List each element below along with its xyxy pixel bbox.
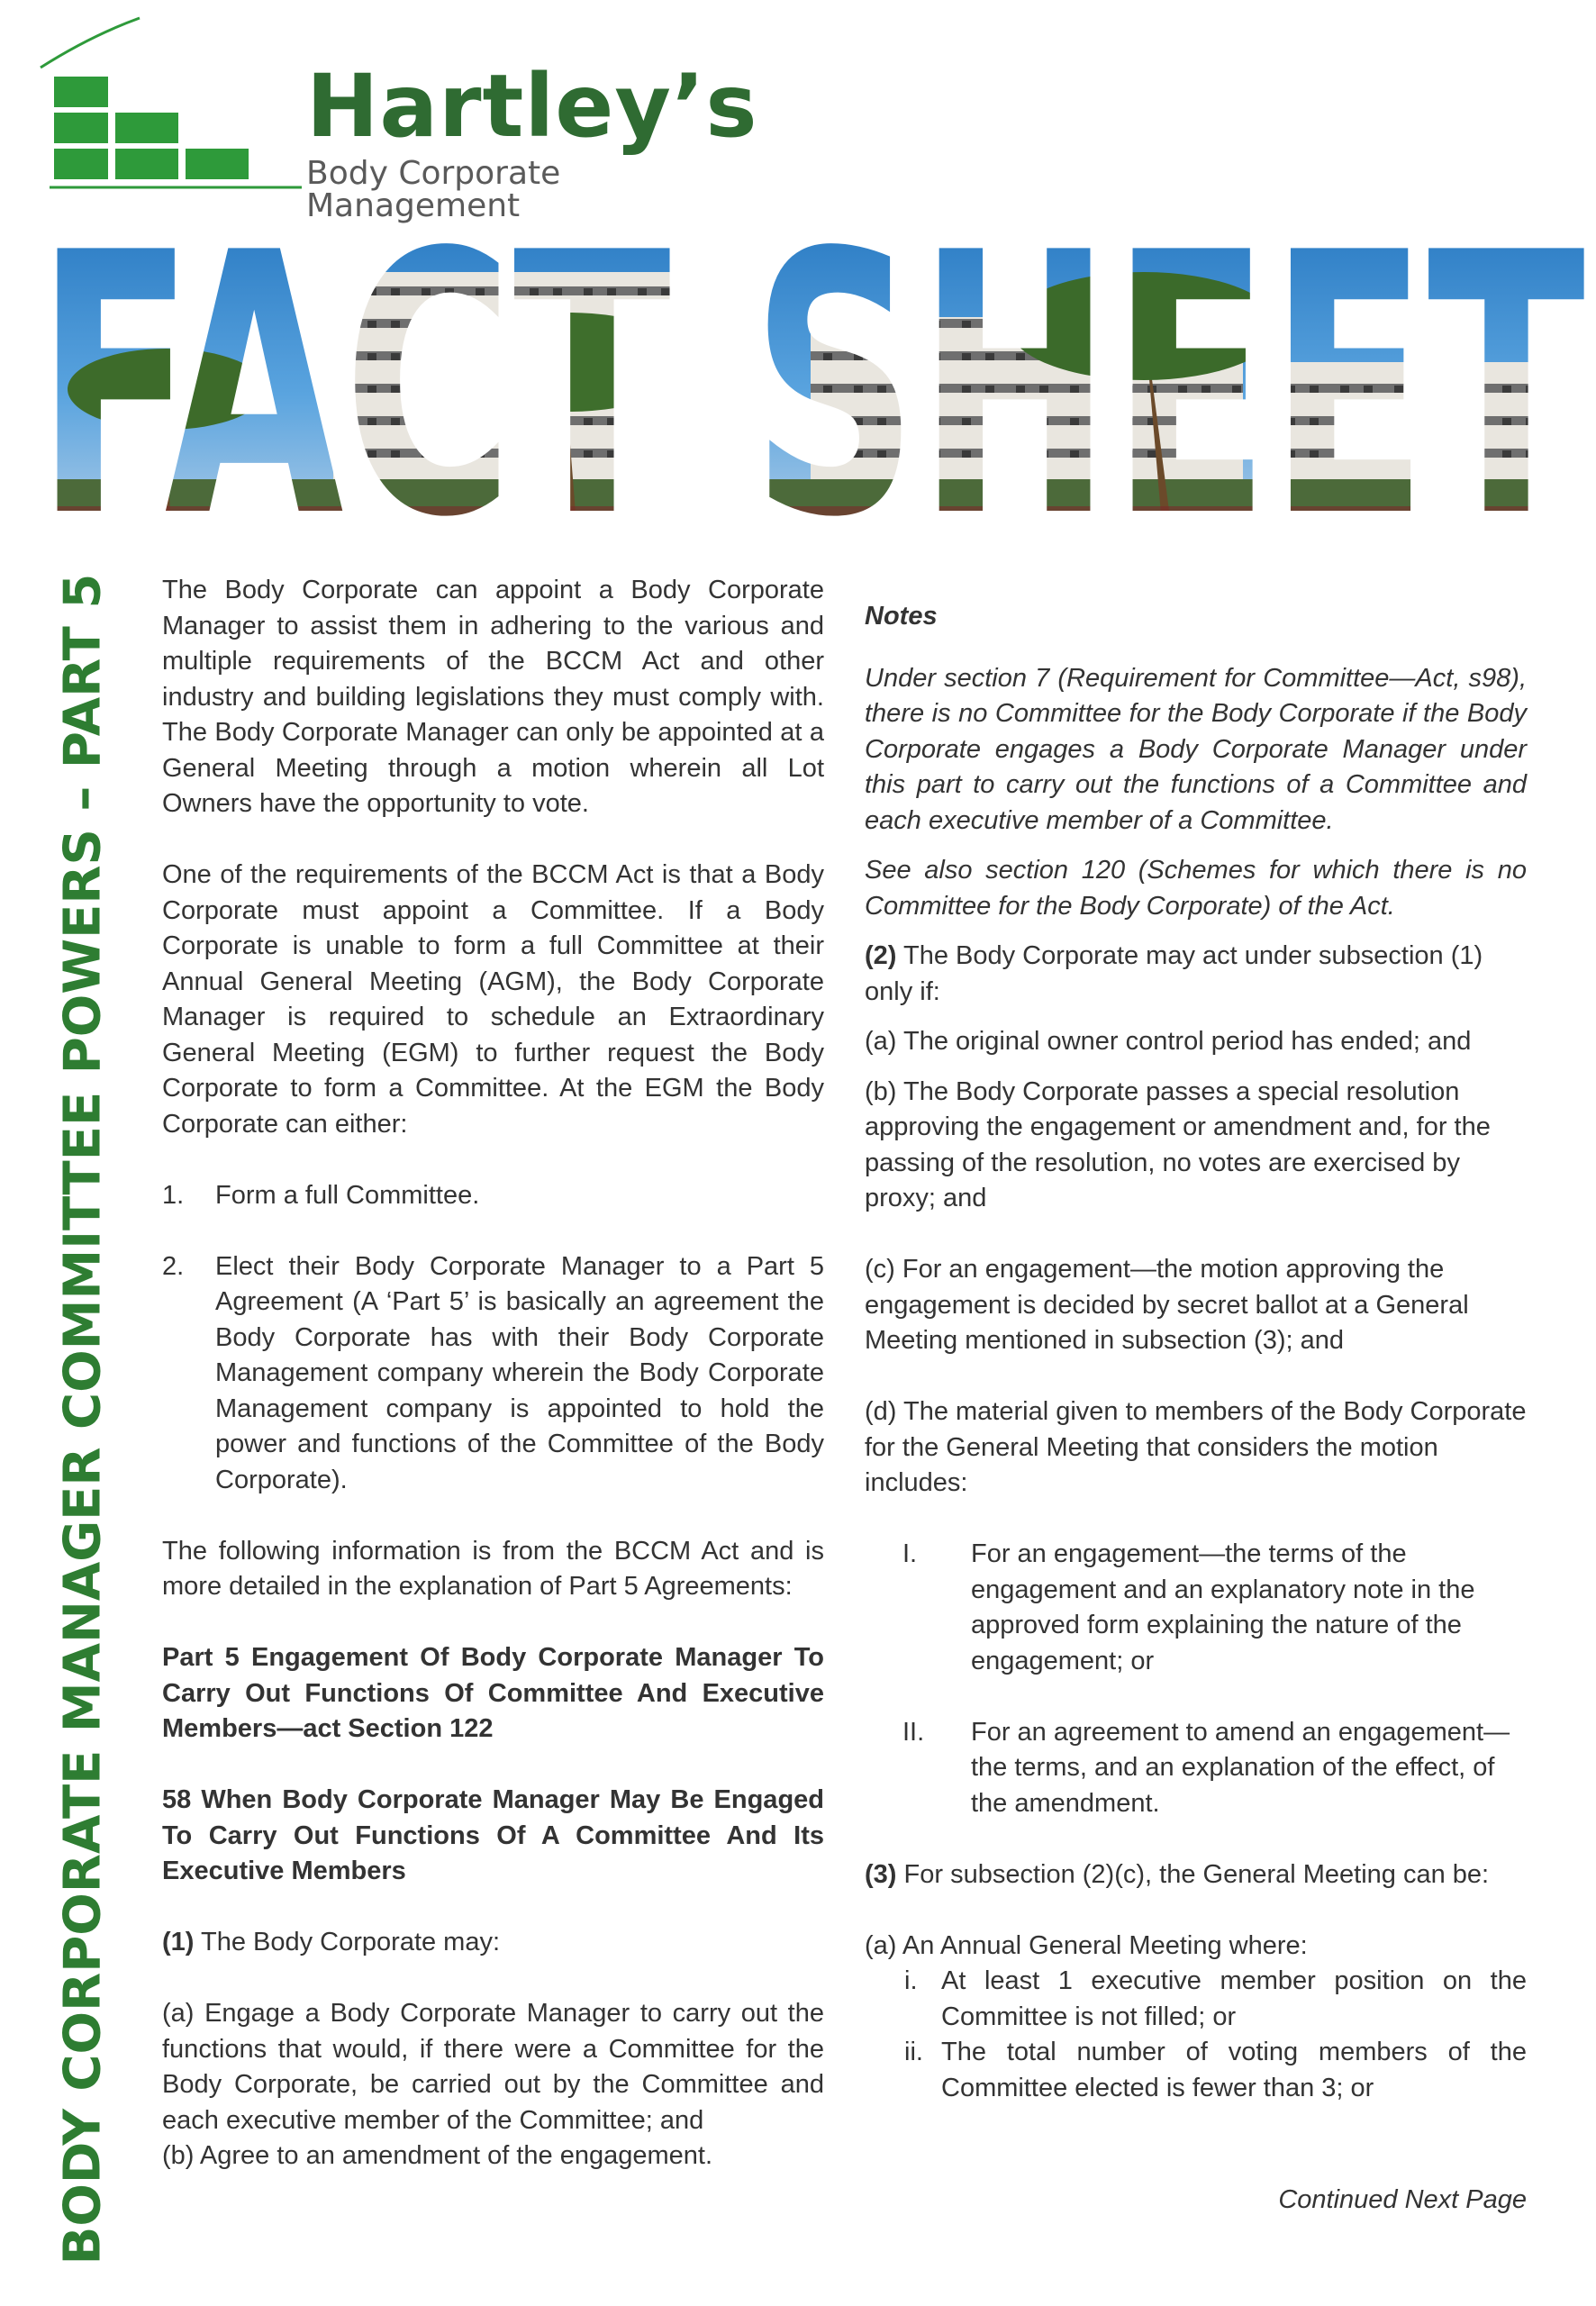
intro-paragraph: The Body Corporate can appoint a Body Corporate Manager to assist them in adhering to the various and multiple requirements of the BCCM Act and other industry and building legislations they must comply with. The Body Corporate Manager can only be appointed at a General Meeting through a motion wherein all Lot Owners have the opportunity to vote. [162,576,824,818]
subsection-2 [865,939,1527,1010]
subsection-1a: (a) Engage a Body Corporate Manager to carry out the functions that would, if there were a Committee for the Body Corporate, be carried out by the Committee and each executive member of the Committee; and [162,1999,824,2135]
subsection-text: For subsection (2)(c), the General Meeting can be: [896,1859,1490,1889]
list-number: II. [902,1717,925,1747]
list-item [865,1715,1527,1822]
sidebar-title: BODY CORPORATE MANAGER COMMITTEE POWERS – PART 5 [53,573,113,2265]
section-heading: 58 When Body Corporate Manager May Be Engaged To Carry Out Functions Of A Committee And Its Executive Members [162,1785,824,1885]
list-number: I. [902,1539,918,1568]
list-item [865,2035,1527,2106]
continued-note: Continued Next Page [1278,2185,1527,2214]
subsection-2b: (b) The Body Corporate passes a special resolution approving the engagement or amendment and, for the passing of the resolution, no votes are exercised by proxy; and [865,1076,1491,1212]
subsection-number: (3) [865,1859,897,1889]
brand-tagline: Body Corporate Management [306,155,561,224]
subsection-3 [865,1857,1527,1893]
notes-paragraph: Under section 7 (Requirement for Committee—Act, s98), there is no Committee for the Body Corporate if the Body Corporate engages a Body Corporate Manager under this part to carry out the functions of a Committee and each executive member of a Committee. [865,663,1527,835]
subsection-number: (1) [162,1928,195,1956]
fact-sheet-banner [36,236,1585,524]
list-item [865,1964,1527,2035]
list-text: For an engagement—the terms of the engagement and an explanatory note in the approved form explaining the nature of the engagement; or [971,1539,1475,1675]
subsection-3a: (a) An Annual General Meeting where: [865,1930,1308,1960]
subsection-2a: (a) The original owner control period has ended; and [865,1027,1472,1056]
logo-mark-icon [36,14,306,194]
list-number: ii. [904,2038,923,2066]
right-column [865,573,1527,2106]
brand-name: Hartley’s [306,56,758,157]
left-column [162,573,824,2174]
subsection-1b: (b) Agree to an amendment of the engagement. [162,2141,713,2170]
notes-title: Notes [865,602,938,631]
subsection-text: The Body Corporate may: [194,1928,501,1956]
list-number: 1. [162,1180,185,1210]
subsection-2d: (d) The material given to members of the Body Corporate for the General Meeting that considers the motion includes: [865,1397,1527,1497]
list-text: Elect their Body Corporate Manager to a Part 5 Agreement (A ‘Part 5’ is basically an agreement the Body Corporate has with their Body Corporate Management company wherein the Body Corporate Management company is appointed to hold the power and functions of the Committee of the Body Corporate). [215,1251,824,1494]
subsection-2c: (c) For an engagement—the motion approving the engagement is decided by secret ballot at a General Meeting mentioned in subsection (3); and [865,1255,1469,1355]
requirements-paragraph: One of the requirements of the BCCM Act is that a Body Corporate must appoint a Committee. If a Body Corporate is unable to form a full Committee at their Annual General Meeting (AGM), the Body Corporate Manager is required to schedule an Extraordinary General Meeting (EGM) to further request the Body Corporate to form a Committee. At the EGM the Body Corporate can either: [162,860,824,1139]
sidebar-title-container [43,572,122,2265]
list-text: At least 1 executive member position on the Committee is not filled; or [941,1966,1527,2031]
company-logo [36,14,758,224]
list-item [865,1537,1527,1679]
list-text: The total number of voting members of the Committee elected is fewer than 3; or [941,2038,1527,2102]
subsection-number: (2) [865,941,897,970]
section-heading: Part 5 Engagement Of Body Corporate Manager To Carry Out Functions Of Committee And Executive Members—act Section 122 [162,1643,824,1743]
info-paragraph: The following information is from the BCCM Act and is more detailed in the explanation of Part 5 Agreements: [162,1536,824,1601]
list-item [162,1178,824,1214]
list-text: For an agreement to amend an engagement—the terms, and an explanation of the effect, of the amendment. [971,1717,1510,1818]
notes-paragraph: See also section 120 (Schemes for which there is no Committee for the Body Corporate) of the Act. [865,856,1527,921]
subsection-1 [162,1925,824,1961]
list-item [162,1249,824,1499]
list-text: Form a full Committee. [215,1180,480,1210]
list-number: 2. [162,1251,185,1281]
list-number: i. [904,1966,918,1995]
subsection-text: The Body Corporate may act under subsection (1) only if: [865,941,1483,1006]
